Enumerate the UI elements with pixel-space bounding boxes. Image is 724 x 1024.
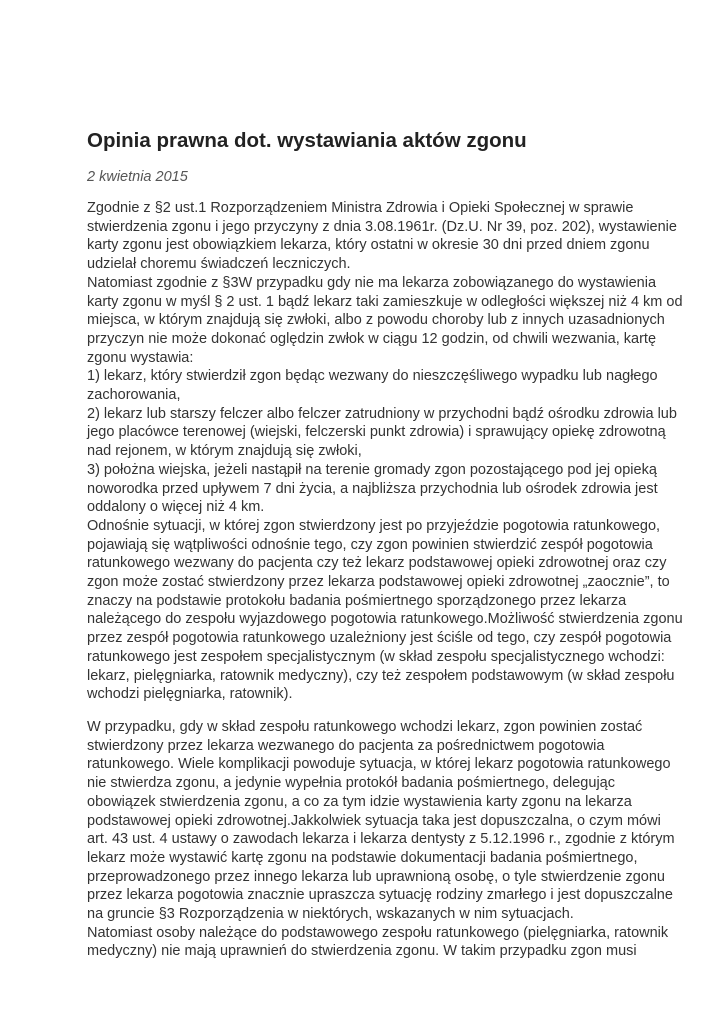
text-line: Odnośnie sytuacji, w której zgon stwierdzony jest po przyjeździe pogotowia ratunkowego, xyxy=(87,517,661,534)
text-line: 3) położna wiejska, jeżeli nastąpił na terenie gromady zgon pozostającego pod jej opieką xyxy=(87,461,657,478)
text-line: karty zgonu jest obowiązkiem lekarza, który ostatni w okresie 30 dni przed dniem zgonu xyxy=(87,237,650,254)
text-line: stwierdzenia zgonu i jego przyczyny z dnia 3.08.1961r. (Dz.U. Nr 39, poz. 202), wystawienie xyxy=(87,218,677,235)
paragraph-2 xyxy=(87,718,675,961)
text-line: przyczyn nie może dokonać oględzin zwłok w ciągu 12 godzin, od chwili wezwania, kartę xyxy=(87,330,657,347)
text-line: noworodka przed upływem 7 dni życia, a najbliższa przychodnia lub ośrodek zdrowia jest xyxy=(87,480,658,497)
text-line: na gruncie §3 Rozporządzenia w niektórych, wskazanych w nim sytuacjach. xyxy=(87,906,574,923)
paragraph-spacer xyxy=(87,704,647,718)
text-line: Natomiast zgodnie z §3W przypadku gdy nie ma lekarza zobowiązanego do wystawienia xyxy=(87,274,657,291)
text-line: ratunkowego jest zespołem specjalistycznym (w skład zespołu specjalistycznego wchodzi: xyxy=(87,648,665,665)
document-page xyxy=(87,128,683,961)
text-line: Natomiast osoby należące do podstawowego zespołu ratunkowego (pielęgniarka, ratownik xyxy=(87,924,669,941)
text-line: pojawiają się wątpliwości odnośnie tego, czy zgon powinien stwierdzić zespół pogotowia xyxy=(87,536,653,553)
text-line: ratunkowego wezwany do pacjenta czy też lekarz podstawowej opieki zdrowotnej oraz czy xyxy=(87,555,667,572)
text-line: ratunkowego. Wiele komplikacji powoduje sytuacja, w której lekarz pogotowia ratunkowego xyxy=(87,756,671,773)
text-line: znaczy na podstawie protokołu badania pośmiertnego sporządzonego przez lekarza xyxy=(87,592,627,609)
text-line: 2) lekarz lub starszy felczer albo felczer zatrudniony w przychodni bądź ośrodku zdrowia lub xyxy=(87,405,677,422)
text-line: jego placówce terenowej (wiejski, felczerski punkt zdrowia) i sprawujący opiekę zdrowotną xyxy=(87,424,666,441)
text-line: art. 43 ust. 4 ustawy o zawodach lekarza i lekarza dentysty z 5.12.1996 r., zgodnie z którym xyxy=(87,831,675,848)
text-line: zgonu wystawia: xyxy=(87,349,194,366)
text-line: stwierdzony przez lekarza wezwanego do pacjenta za pośrednictwem pogotowia xyxy=(87,737,605,754)
text-line: zgon może zostać stwierdzony przez lekarza podstawowej opieki zdrowotnej „zaocznie”, to xyxy=(87,574,670,591)
text-line: lekarz może wystawić kartę zgonu na podstawie dokumentacji badania pośmiertnego, xyxy=(87,849,638,866)
document-date: 2 kwietnia 2015 xyxy=(87,169,188,185)
text-line: nie stwierdza zgonu, a jedynie wypełnia protokół badania pośmiertnego, delegując xyxy=(87,775,615,792)
paragraph-1 xyxy=(87,199,683,704)
text-line: medyczny) nie mają uprawnień do stwierdzenia zgonu. W takim przypadku zgon musi xyxy=(87,943,637,960)
document-title: Opinia prawna dot. wystawiania aktów zgonu xyxy=(87,129,527,152)
text-line: nad rejonem, w którym znajdują się zwłoki, xyxy=(87,443,362,460)
text-line: należącego do zespołu wyjazdowego pogotowia ratunkowego.Możliwość stwierdzenia zgonu xyxy=(87,611,683,628)
text-line: karty zgonu w myśl § 2 ust. 1 bądź lekarz taki zamieszkuje w odległości większej niż 4 km od xyxy=(87,293,683,310)
text-line: przez zespół pogotowia ratunkowego uzależniony jest ściśle od tego, czy zespół pogotowia xyxy=(87,630,672,647)
text-line: 1) lekarz, który stwierdził zgon będąc wezwany do nieszczęśliwego wypadku lub nagłego xyxy=(87,368,658,385)
text-line: wchodzi pielęgniarka, ratownik). xyxy=(87,686,293,703)
text-line: przeprowadzonego przez innego lekarza lub uprawnioną osobę, o tyle stwierdzenie zgonu xyxy=(87,868,665,885)
text-line: miejsca, w którym znajdują się zwłoki, albo z powodu choroby lub z innych uzasadnionych xyxy=(87,312,665,329)
text-line: zachorowania, xyxy=(87,387,181,404)
text-line: Zgodnie z §2 ust.1 Rozporządzeniem Ministra Zdrowia i Opieki Społecznej w sprawie xyxy=(87,200,634,216)
text-line: przez lekarza pogotowia znacznie upraszcza sytuację rodziny zmarłego i jest dopuszczalne xyxy=(87,887,673,904)
text-line: udzielał choremu świadczeń leczniczych. xyxy=(87,256,351,273)
text-line: lekarz, pielęgniarka, ratownik medyczny), czy też zespołem podstawowym (w skład zespołu xyxy=(87,667,675,684)
text-line: W przypadku, gdy w skład zespołu ratunkowego wchodzi lekarz, zgon powinien zostać xyxy=(87,718,643,735)
text-line: podstawowej opieki zdrowotnej.Jakkolwiek sytuacja taka jest dopuszczalna, o czym mówi xyxy=(87,812,661,829)
text-line: obowiązek stwierdzenia zgonu, a co za tym idzie wystawienia karty zgonu na lekarza xyxy=(87,793,632,810)
text-line: oddalony o więcej niż 4 km. xyxy=(87,499,265,516)
